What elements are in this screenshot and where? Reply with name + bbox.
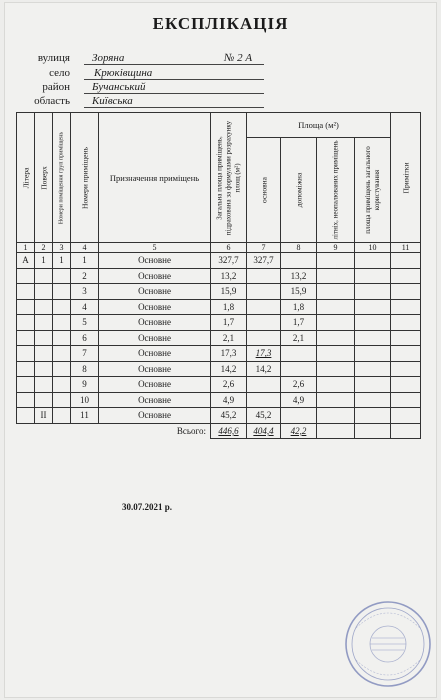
district-value: Бучанський bbox=[92, 81, 146, 93]
cell-purpose: Основне bbox=[99, 408, 211, 424]
cell-common bbox=[355, 330, 391, 346]
cell-aux: 15,9 bbox=[281, 284, 317, 300]
table-row bbox=[17, 377, 421, 393]
cell-summer bbox=[317, 299, 355, 315]
cell-room: 8 bbox=[71, 361, 99, 377]
village-label: село bbox=[49, 67, 70, 79]
cell-aux bbox=[281, 408, 317, 424]
total-all: 446,6 bbox=[211, 423, 247, 439]
header-row-1 bbox=[17, 113, 421, 138]
cell-room: 10 bbox=[71, 392, 99, 408]
table-row bbox=[17, 361, 421, 377]
cell-total: 45,2 bbox=[211, 408, 247, 424]
cell-floor bbox=[35, 284, 53, 300]
cell-main: 327,7 bbox=[247, 253, 281, 269]
cell-room: 3 bbox=[71, 284, 99, 300]
street-label: вулиця bbox=[37, 52, 70, 64]
header-main: основна bbox=[247, 138, 281, 243]
cell-group bbox=[53, 346, 71, 362]
cell-total: 1,8 bbox=[211, 299, 247, 315]
cell-litera bbox=[17, 268, 35, 284]
table-row bbox=[17, 392, 421, 408]
cell-purpose: Основне bbox=[99, 268, 211, 284]
cell-purpose: Основне bbox=[99, 299, 211, 315]
col-number: 2 bbox=[35, 243, 53, 253]
cell-room: 1 bbox=[71, 253, 99, 269]
cell-purpose: Основне bbox=[99, 346, 211, 362]
table-row bbox=[17, 284, 421, 300]
cell-summer bbox=[317, 408, 355, 424]
cell-notes bbox=[391, 392, 421, 408]
round-seal-stamp bbox=[342, 598, 434, 690]
header-total-area: Загальна площа приміщень, підрахована за формулами розрахунку площ (м²) bbox=[211, 113, 247, 243]
header-room-no: Номери приміщень bbox=[71, 113, 99, 243]
cell-group bbox=[53, 361, 71, 377]
cell-notes bbox=[391, 284, 421, 300]
cell-group: 1 bbox=[53, 253, 71, 269]
col-number: 3 bbox=[53, 243, 71, 253]
table-row bbox=[17, 408, 421, 424]
cell-notes bbox=[391, 361, 421, 377]
cell-notes bbox=[391, 346, 421, 362]
cell-summer bbox=[317, 315, 355, 331]
cell-total: 327,7 bbox=[211, 253, 247, 269]
cell-aux: 4,9 bbox=[281, 392, 317, 408]
cell-main bbox=[247, 330, 281, 346]
cell-litera bbox=[17, 284, 35, 300]
street-underline bbox=[84, 64, 264, 65]
cell-notes bbox=[391, 315, 421, 331]
cell-aux: 2,1 bbox=[281, 330, 317, 346]
col-number: 8 bbox=[281, 243, 317, 253]
col-number: 11 bbox=[391, 243, 421, 253]
cell-purpose: Основне bbox=[99, 253, 211, 269]
cell-room: 2 bbox=[71, 268, 99, 284]
cell-group bbox=[53, 284, 71, 300]
cell-main: 17,3 bbox=[247, 346, 281, 362]
cell-group bbox=[53, 392, 71, 408]
cell-room: 6 bbox=[71, 330, 99, 346]
cell-summer bbox=[317, 253, 355, 269]
cell-total: 1,7 bbox=[211, 315, 247, 331]
cell-purpose: Основне bbox=[99, 392, 211, 408]
region-label: область bbox=[34, 95, 70, 107]
cell-total: 2,1 bbox=[211, 330, 247, 346]
total-summer bbox=[317, 423, 355, 439]
cell-floor bbox=[35, 330, 53, 346]
cell-floor bbox=[35, 377, 53, 393]
col-number: 10 bbox=[355, 243, 391, 253]
cell-group bbox=[53, 299, 71, 315]
cell-common bbox=[355, 253, 391, 269]
cell-notes bbox=[391, 408, 421, 424]
cell-floor bbox=[35, 315, 53, 331]
cell-total: 14,2 bbox=[211, 361, 247, 377]
cell-floor bbox=[35, 346, 53, 362]
col-number: 5 bbox=[99, 243, 211, 253]
cell-litera bbox=[17, 330, 35, 346]
cell-floor: II bbox=[35, 408, 53, 424]
cell-room: 4 bbox=[71, 299, 99, 315]
village-underline bbox=[84, 79, 264, 80]
header-area-group: Площа (м²) bbox=[247, 113, 391, 138]
cell-purpose: Основне bbox=[99, 361, 211, 377]
cell-litera bbox=[17, 392, 35, 408]
cell-litera bbox=[17, 346, 35, 362]
table-row bbox=[17, 346, 421, 362]
address-district bbox=[0, 81, 300, 95]
cell-summer bbox=[317, 392, 355, 408]
cell-summer bbox=[317, 346, 355, 362]
cell-main bbox=[247, 315, 281, 331]
cell-notes bbox=[391, 330, 421, 346]
cell-common bbox=[355, 361, 391, 377]
cell-common bbox=[355, 299, 391, 315]
cell-notes bbox=[391, 299, 421, 315]
cell-total: 13,2 bbox=[211, 268, 247, 284]
total-main: 404,4 bbox=[247, 423, 281, 439]
cell-floor bbox=[35, 299, 53, 315]
cell-notes bbox=[391, 253, 421, 269]
cell-litera bbox=[17, 377, 35, 393]
cell-aux: 1,8 bbox=[281, 299, 317, 315]
total-label: Всього: bbox=[17, 423, 211, 439]
cell-floor bbox=[35, 268, 53, 284]
cell-main bbox=[247, 268, 281, 284]
cell-floor: 1 bbox=[35, 253, 53, 269]
cell-litera bbox=[17, 408, 35, 424]
cell-total: 15,9 bbox=[211, 284, 247, 300]
table-body bbox=[17, 253, 421, 424]
cell-summer bbox=[317, 330, 355, 346]
header-purpose: Призначення приміщень bbox=[99, 113, 211, 243]
cell-group bbox=[53, 268, 71, 284]
cell-room: 11 bbox=[71, 408, 99, 424]
header-notes: Примітки bbox=[391, 113, 421, 243]
col-number: 9 bbox=[317, 243, 355, 253]
cell-room: 5 bbox=[71, 315, 99, 331]
total-row bbox=[17, 423, 421, 439]
cell-group bbox=[53, 377, 71, 393]
district-underline bbox=[84, 93, 264, 94]
address-street bbox=[0, 52, 300, 66]
cell-aux bbox=[281, 346, 317, 362]
cell-summer bbox=[317, 361, 355, 377]
cell-floor bbox=[35, 392, 53, 408]
cell-summer bbox=[317, 284, 355, 300]
cell-common bbox=[355, 315, 391, 331]
address-village bbox=[0, 67, 300, 81]
cell-common bbox=[355, 408, 391, 424]
table-row bbox=[17, 268, 421, 284]
street-value: Зоряна bbox=[92, 52, 125, 64]
column-number-row bbox=[17, 243, 421, 253]
cell-aux: 1,7 bbox=[281, 315, 317, 331]
cell-aux: 13,2 bbox=[281, 268, 317, 284]
village-value: Крюківщина bbox=[94, 67, 153, 79]
table-row bbox=[17, 299, 421, 315]
col-number: 4 bbox=[71, 243, 99, 253]
cell-main bbox=[247, 284, 281, 300]
cell-common bbox=[355, 268, 391, 284]
district-label: район bbox=[42, 81, 70, 93]
cell-common bbox=[355, 346, 391, 362]
header-group-no: Номери поміщення груп приміщень bbox=[53, 113, 71, 243]
cell-total: 17,3 bbox=[211, 346, 247, 362]
cell-notes bbox=[391, 268, 421, 284]
cell-common bbox=[355, 377, 391, 393]
cell-summer bbox=[317, 268, 355, 284]
col-number: 7 bbox=[247, 243, 281, 253]
cell-aux: 2,6 bbox=[281, 377, 317, 393]
col-number: 6 bbox=[211, 243, 247, 253]
cell-room: 9 bbox=[71, 377, 99, 393]
cell-purpose: Основне bbox=[99, 377, 211, 393]
col-number: 1 bbox=[17, 243, 35, 253]
house-number: № 2 А bbox=[224, 52, 253, 64]
table-row bbox=[17, 330, 421, 346]
address-region bbox=[0, 95, 300, 109]
header-litera: Літера bbox=[17, 113, 35, 243]
cell-total: 4,9 bbox=[211, 392, 247, 408]
cell-floor bbox=[35, 361, 53, 377]
cell-notes bbox=[391, 377, 421, 393]
cell-litera: А bbox=[17, 253, 35, 269]
cell-common bbox=[355, 284, 391, 300]
cell-summer bbox=[317, 377, 355, 393]
cell-group bbox=[53, 408, 71, 424]
cell-aux bbox=[281, 361, 317, 377]
total-notes bbox=[391, 423, 421, 439]
header-summer: літніх, неопалюваних приміщень bbox=[317, 138, 355, 243]
table-row bbox=[17, 315, 421, 331]
explication-table bbox=[16, 112, 421, 439]
header-aux: допоміжна bbox=[281, 138, 317, 243]
region-value: Київська bbox=[92, 95, 133, 107]
cell-group bbox=[53, 330, 71, 346]
cell-main: 14,2 bbox=[247, 361, 281, 377]
cell-purpose: Основне bbox=[99, 330, 211, 346]
total-aux: 42,2 bbox=[281, 423, 317, 439]
cell-group bbox=[53, 315, 71, 331]
total-common bbox=[355, 423, 391, 439]
header-common: площа приміщень загального користування bbox=[355, 138, 391, 243]
region-underline bbox=[84, 107, 264, 108]
document-date: 30.07.2021 р. bbox=[122, 502, 173, 512]
document-title: ЕКСПЛІКАЦІЯ bbox=[152, 14, 289, 33]
cell-aux bbox=[281, 253, 317, 269]
cell-purpose: Основне bbox=[99, 315, 211, 331]
cell-main: 45,2 bbox=[247, 408, 281, 424]
header-floor: Поверх bbox=[35, 113, 53, 243]
cell-room: 7 bbox=[71, 346, 99, 362]
cell-main bbox=[247, 377, 281, 393]
cell-common bbox=[355, 392, 391, 408]
cell-main bbox=[247, 299, 281, 315]
cell-main bbox=[247, 392, 281, 408]
cell-litera bbox=[17, 361, 35, 377]
cell-litera bbox=[17, 299, 35, 315]
cell-total: 2,6 bbox=[211, 377, 247, 393]
cell-purpose: Основне bbox=[99, 284, 211, 300]
table-row bbox=[17, 253, 421, 269]
cell-litera bbox=[17, 315, 35, 331]
